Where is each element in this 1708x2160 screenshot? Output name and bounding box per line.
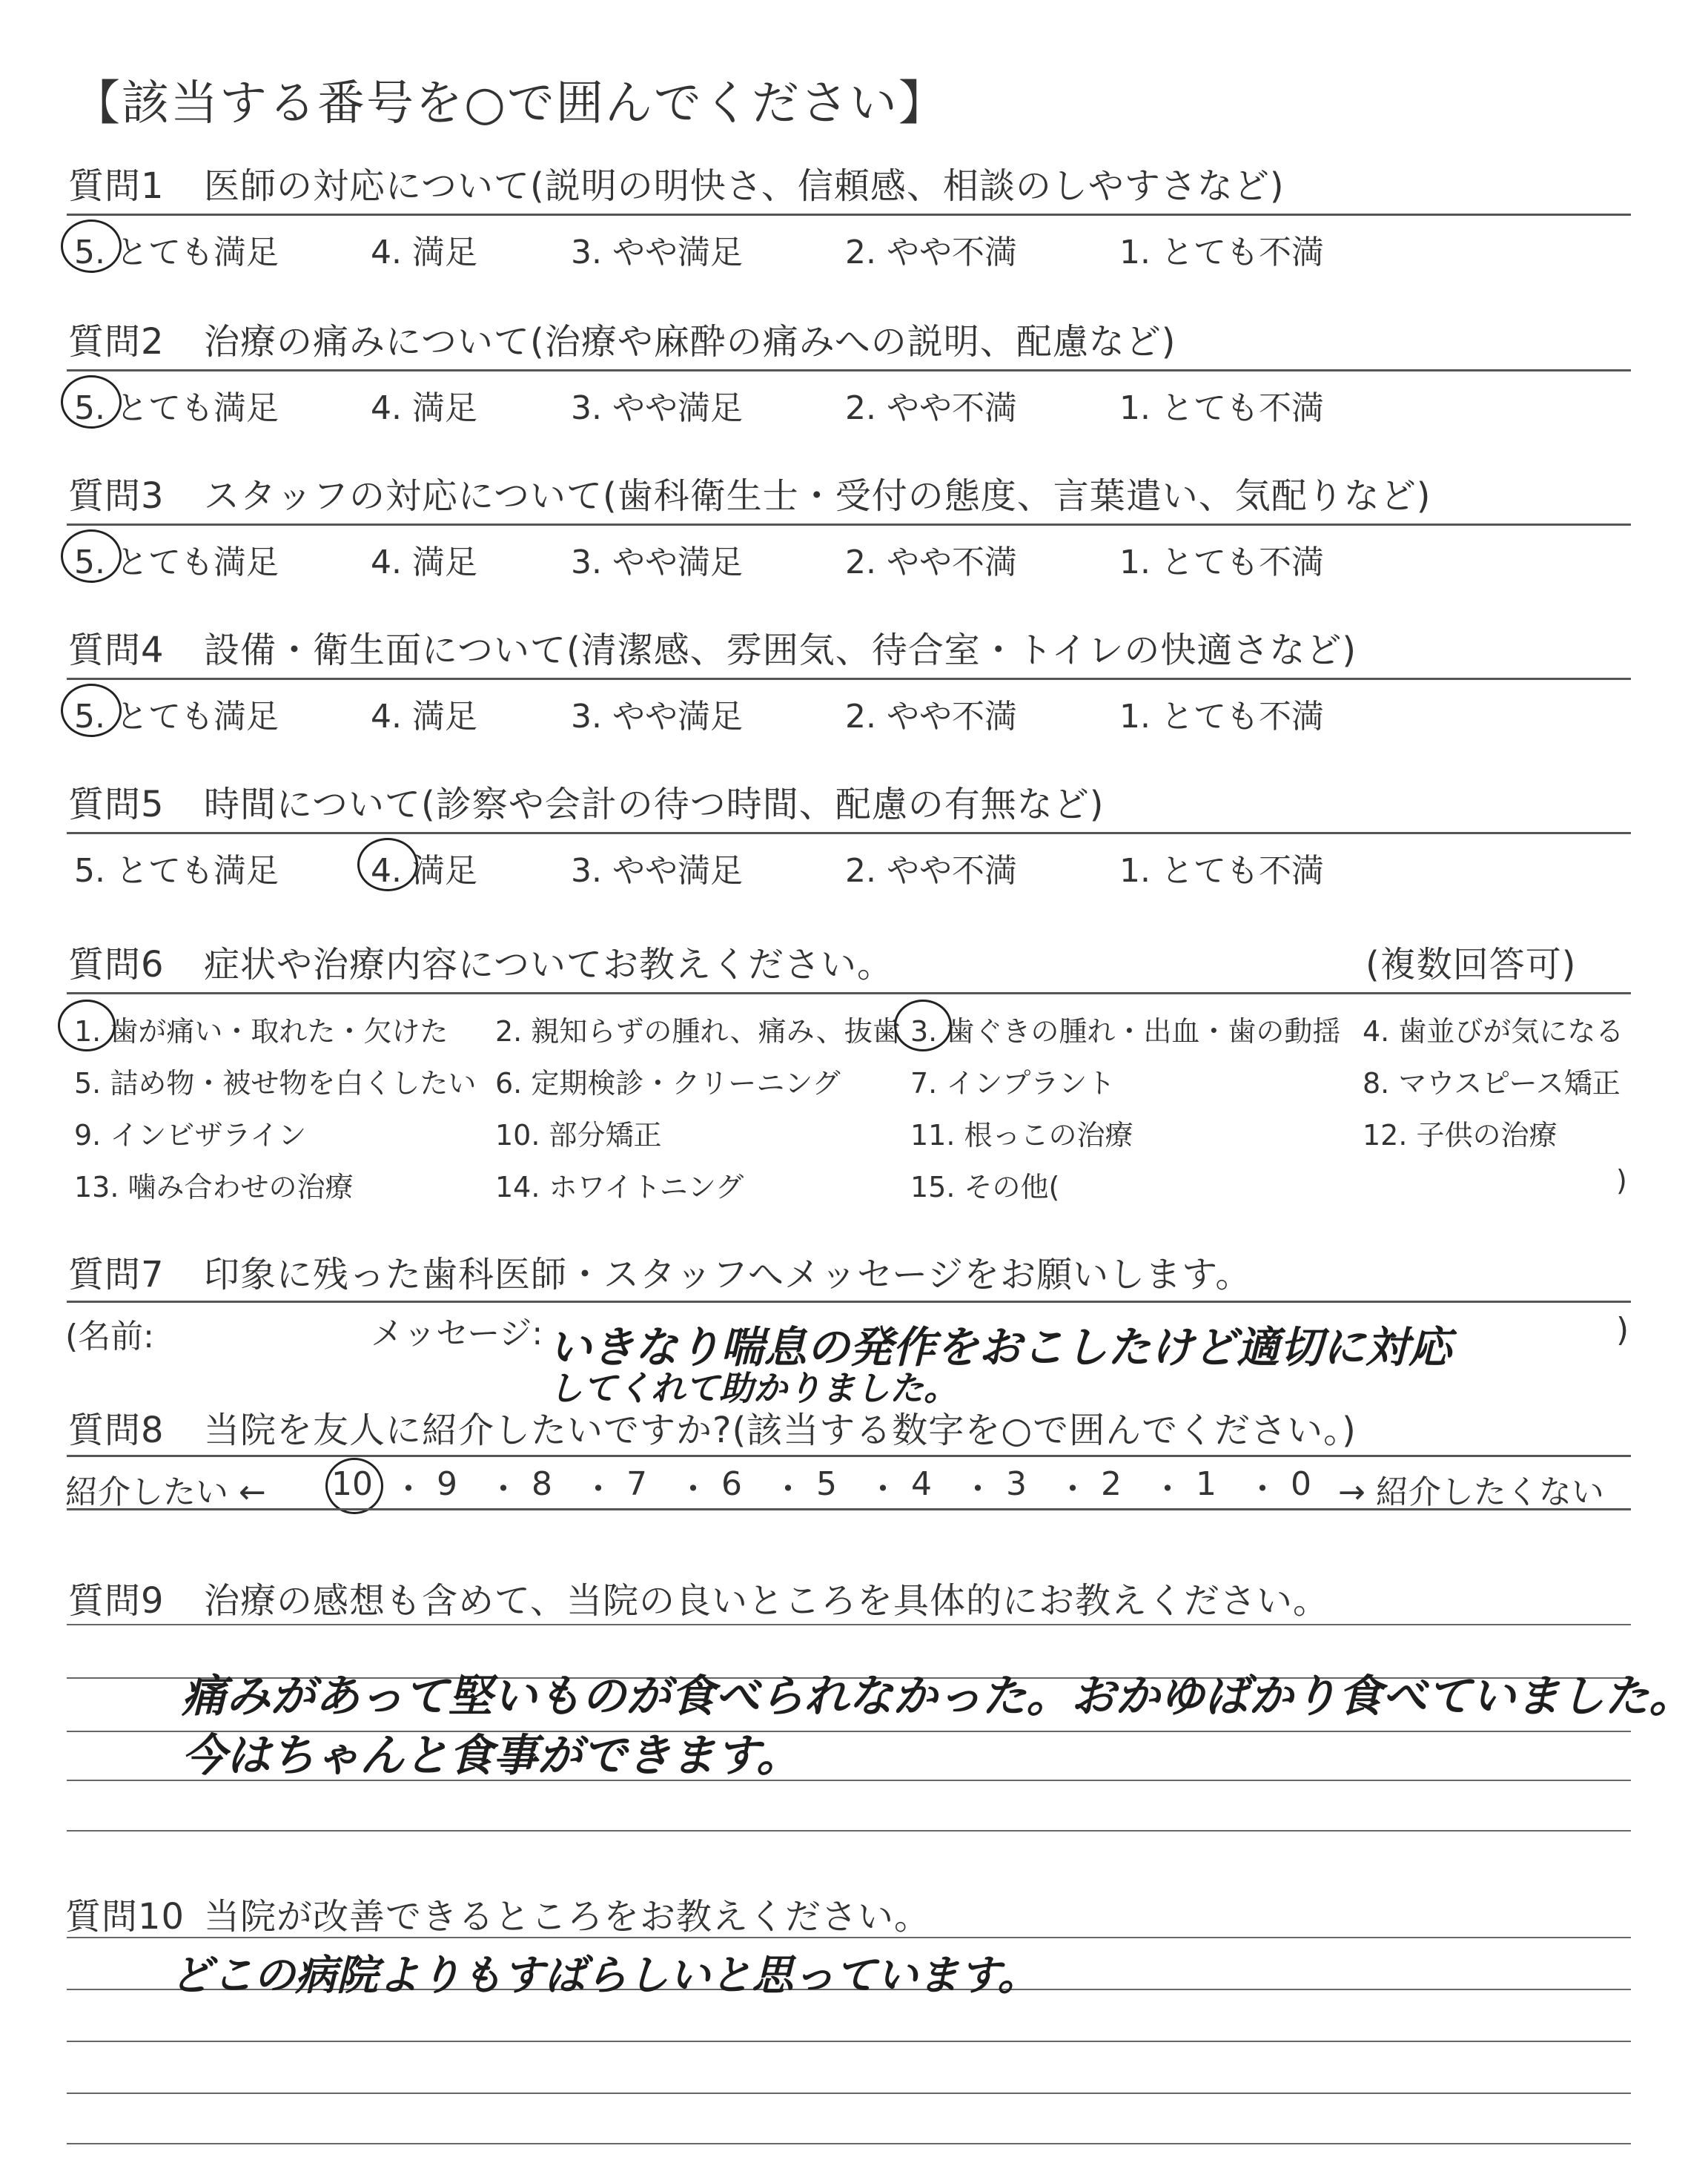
q2-option-1[interactable]: 1. とても不満 <box>1119 389 1324 427</box>
q10-rule-4 <box>67 2093 1631 2094</box>
q6-rule <box>67 992 1631 994</box>
q6-note: (複数回答可) <box>1366 944 1577 985</box>
q1-label: 質問1 <box>68 165 165 207</box>
q2-option-2[interactable]: 2. やや不満 <box>845 389 1017 427</box>
q5-option-1[interactable]: 1. とても不満 <box>1119 852 1324 890</box>
q2-rule <box>67 369 1631 371</box>
q8-text: 当院を友人に紹介したいですか?(該当する数字を○で囲んでください。) <box>204 1410 1357 1451</box>
q6-option-13[interactable]: 13. 噛み合わせの治療 <box>74 1171 354 1203</box>
q3-option-5[interactable]: 5. とても満足 <box>74 544 279 581</box>
q7-name-label: (名前: <box>65 1318 154 1355</box>
q6-option-6[interactable]: 6. 定期検診・クリーニング <box>495 1067 841 1100</box>
q3-selection-circle <box>61 529 122 583</box>
q6-option-15[interactable]: 15. その他( <box>910 1171 1060 1203</box>
q9-text: 治療の感想も含めて、当院の良いところを具体的にお教えください。 <box>204 1580 1330 1622</box>
q4-option-2[interactable]: 2. やや不満 <box>845 698 1017 736</box>
q4-option-5[interactable]: 5. とても満足 <box>74 698 279 736</box>
q6-option-3[interactable]: 3. 歯ぐきの腫れ・出血・歯の動揺 <box>910 1015 1341 1048</box>
q8-scale-3[interactable]: 3 <box>1006 1465 1027 1503</box>
q4-text: 設備・衛生面について(清潔感、雰囲気、待合室・トイレの快適さなど) <box>204 630 1357 671</box>
q1-text: 医師の対応について(説明の明快さ、信頼感、相談のしやすさなど) <box>204 165 1285 207</box>
q6-option-4[interactable]: 4. 歯並びが気になる <box>1363 1015 1624 1048</box>
q4-label: 質問4 <box>68 630 165 671</box>
q2-option-5[interactable]: 5. とても満足 <box>74 389 279 427</box>
q8-scale-separator: ・ <box>392 1470 425 1508</box>
q6-option-11[interactable]: 11. 根っこの治療 <box>910 1119 1133 1152</box>
q8-right-label: → 紹介したくない <box>1338 1473 1604 1511</box>
q5-label: 質問5 <box>68 784 165 825</box>
q4-option-1[interactable]: 1. とても不満 <box>1119 698 1324 736</box>
q10-rule-3 <box>67 2041 1631 2042</box>
q6-other-close-paren: ) <box>1616 1164 1627 1197</box>
q9-label: 質問9 <box>68 1580 165 1622</box>
q3-text: スタッフの対応について(歯科衛生士・受付の態度、言葉遣い、気配りなど) <box>204 475 1431 517</box>
q3-option-1[interactable]: 1. とても不満 <box>1119 544 1324 581</box>
q9-rule-1 <box>67 1624 1631 1625</box>
q1-option-3[interactable]: 3. やや満足 <box>571 234 743 271</box>
q2-label: 質問2 <box>68 321 165 363</box>
q8-scale-separator: ・ <box>961 1470 994 1508</box>
q6-text: 症状や治療内容についてお教えください。 <box>204 944 894 985</box>
q8-selection-circle <box>325 1458 383 1514</box>
q5-rule <box>67 832 1631 834</box>
q8-label: 質問8 <box>68 1410 165 1451</box>
q5-option-5[interactable]: 5. とても満足 <box>74 852 279 890</box>
q4-rule <box>67 678 1631 680</box>
q9-answer-line-1: 痛みがあって堅いものが食べられなかった。おかゆばかり食べていました。 <box>182 1671 1694 1723</box>
q3-option-3[interactable]: 3. やや満足 <box>571 544 743 581</box>
q6-selection-circle <box>894 1000 952 1051</box>
q3-rule <box>67 524 1631 526</box>
q10-text: 当院が改善できるところをお教えください。 <box>204 1896 931 1938</box>
q8-scale-0[interactable]: 0 <box>1291 1465 1311 1503</box>
q8-scale-separator: ・ <box>772 1470 804 1508</box>
q8-scale-9[interactable]: 9 <box>437 1465 457 1503</box>
q8-scale-2[interactable]: 2 <box>1101 1465 1122 1503</box>
q6-option-1[interactable]: 1. 歯が痛い・取れた・欠けた <box>74 1015 448 1048</box>
q7-close-paren: ) <box>1616 1311 1629 1349</box>
q8-scale-separator: ・ <box>582 1470 615 1508</box>
q8-scale-separator: ・ <box>1151 1470 1184 1508</box>
q10-label: 質問10 <box>65 1896 185 1938</box>
q2-option-3[interactable]: 3. やや満足 <box>571 389 743 427</box>
q10-rule-5 <box>67 2143 1631 2144</box>
q7-rule <box>67 1301 1631 1303</box>
q4-selection-circle <box>61 684 122 737</box>
q8-scale-separator: ・ <box>867 1470 899 1508</box>
q1-selection-circle <box>61 219 122 273</box>
q8-scale-separator: ・ <box>1056 1470 1089 1508</box>
q5-text: 時間について(診察や会計の待つ時間、配慮の有無など) <box>204 784 1105 825</box>
q5-option-2[interactable]: 2. やや不満 <box>845 852 1017 890</box>
q9-answer-line-2: 今はちゃんと食事ができます。 <box>182 1730 801 1782</box>
q7-label: 質問7 <box>68 1254 165 1295</box>
q8-scale-5[interactable]: 5 <box>816 1465 837 1503</box>
q4-option-4[interactable]: 4. 満足 <box>371 698 477 736</box>
q3-option-4[interactable]: 4. 満足 <box>371 544 477 581</box>
q6-option-12[interactable]: 12. 子供の治療 <box>1363 1119 1558 1152</box>
q1-option-5[interactable]: 5. とても満足 <box>74 234 279 271</box>
q6-option-9[interactable]: 9. インビザライン <box>74 1119 307 1152</box>
q3-option-2[interactable]: 2. やや不満 <box>845 544 1017 581</box>
q7-message-line-1: いきなり喘息の発作をおこしたけど適切に対応 <box>549 1322 1452 1373</box>
q2-selection-circle <box>61 375 122 429</box>
q10-answer: どこの病院よりもすばらしいと思っています。 <box>171 1951 1039 2000</box>
q7-message-line-2: してくれて助かりました。 <box>549 1368 958 1408</box>
q8-scale-8[interactable]: 8 <box>532 1465 552 1503</box>
q2-text: 治療の痛みについて(治療や麻酔の痛みへの説明、配慮など) <box>204 321 1176 363</box>
q6-option-10[interactable]: 10. 部分矯正 <box>495 1119 662 1152</box>
q8-scale-separator: ・ <box>487 1470 520 1508</box>
q7-text: 印象に残った歯科医師・スタッフへメッセージをお願いします。 <box>204 1254 1252 1295</box>
q6-option-2[interactable]: 2. 親知らずの腫れ、痛み、抜歯 <box>495 1015 901 1048</box>
q8-scale-10[interactable]: 10 <box>331 1465 373 1503</box>
q5-selection-circle <box>357 838 418 891</box>
q8-scale-1[interactable]: 1 <box>1196 1465 1217 1503</box>
q6-option-5[interactable]: 5. 詰め物・被せ物を白くしたい <box>74 1067 477 1100</box>
q8-scale-6[interactable]: 6 <box>721 1465 742 1503</box>
q7-message-label: メッセージ: <box>371 1315 543 1353</box>
q8-scale-separator: ・ <box>677 1470 709 1508</box>
q9-rule-5 <box>67 1830 1631 1832</box>
q8-bottom-rule <box>67 1508 1631 1510</box>
q6-option-14[interactable]: 14. ホワイトニング <box>495 1171 744 1203</box>
page-title: 【該当する番号を○で囲んでください】 <box>73 76 947 131</box>
q5-option-4[interactable]: 4. 満足 <box>371 852 477 890</box>
q6-label: 質問6 <box>68 944 165 985</box>
q8-rule <box>67 1455 1631 1457</box>
q3-label: 質問3 <box>68 475 165 517</box>
q8-scale-4[interactable]: 4 <box>911 1465 932 1503</box>
q6-option-8[interactable]: 8. マウスピース矯正 <box>1363 1067 1621 1100</box>
q8-scale-7[interactable]: 7 <box>626 1465 647 1503</box>
q10-rule-1 <box>67 1937 1631 1938</box>
q1-option-2[interactable]: 2. やや不満 <box>845 234 1017 271</box>
q8-left-label: 紹介したい ← <box>65 1473 266 1511</box>
q8-scale-separator: ・ <box>1246 1470 1279 1508</box>
q6-selection-circle <box>58 1000 116 1051</box>
q1-option-4[interactable]: 4. 満足 <box>371 234 477 271</box>
q5-option-3[interactable]: 3. やや満足 <box>571 852 743 890</box>
q1-option-1[interactable]: 1. とても不満 <box>1119 234 1324 271</box>
q4-option-3[interactable]: 3. やや満足 <box>571 698 743 736</box>
q2-option-4[interactable]: 4. 満足 <box>371 389 477 427</box>
q6-option-7[interactable]: 7. インプラント <box>910 1067 1116 1100</box>
q1-rule <box>67 214 1631 216</box>
